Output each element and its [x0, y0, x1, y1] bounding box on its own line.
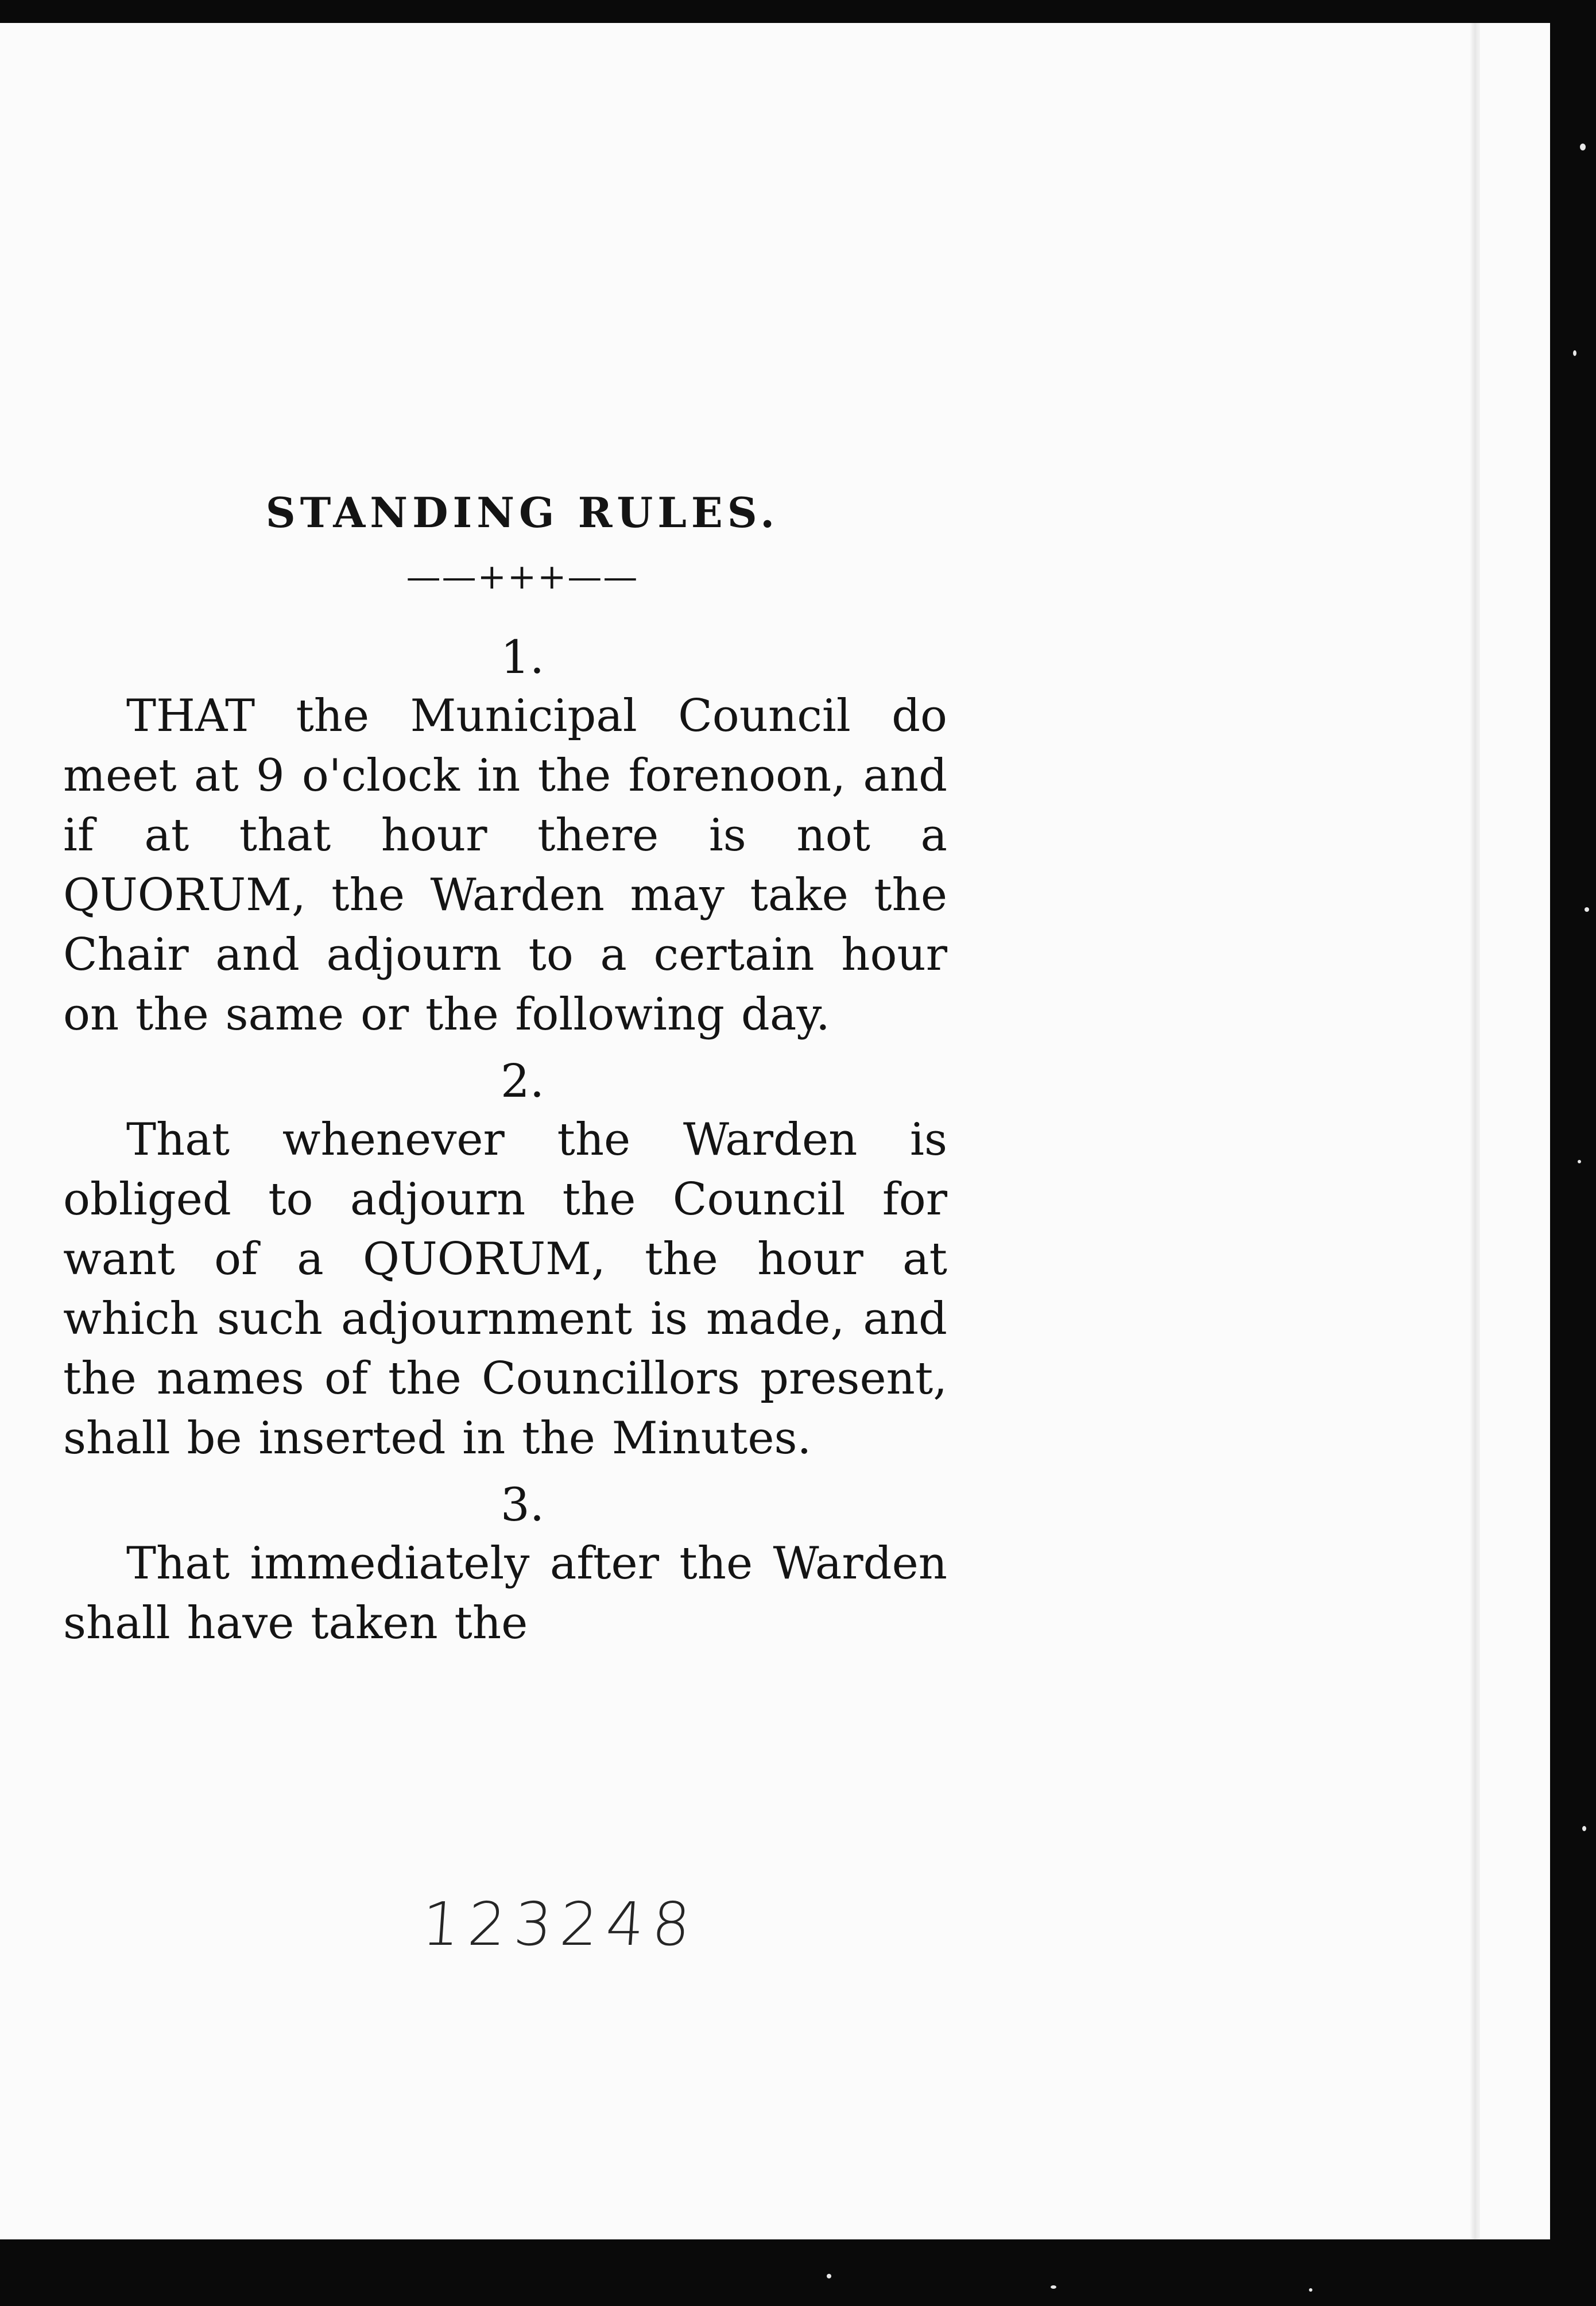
scan-border-top — [0, 0, 1596, 23]
film-speck — [1309, 2288, 1312, 2292]
rule-number: 1. — [500, 630, 545, 684]
film-speck — [1573, 350, 1576, 356]
paper-crease — [1470, 23, 1480, 2239]
ornamental-rule: ——+++—— — [406, 557, 639, 597]
rule-text: THAT the Municipal Council do meet at 9 o'clock in the forenoon, and if at that hour there is not a QUORUM, the Warden may take the Chair and adjourn to a certain hour on the same or the following day. — [63, 690, 947, 1040]
scan-border-bottom — [0, 2239, 1596, 2306]
rule-number: 2. — [500, 1054, 545, 1108]
film-speck — [1580, 144, 1586, 150]
scan-border-right — [1550, 0, 1596, 2306]
film-speck — [827, 2274, 831, 2278]
rule-number: 3. — [500, 1478, 545, 1531]
film-speck — [1051, 2285, 1056, 2289]
page-title: STANDING RULES. — [265, 488, 780, 537]
document-text — [63, 488, 947, 1661]
film-speck — [1585, 907, 1589, 912]
film-speck — [1582, 1826, 1586, 1831]
rule-text: That immediately after the Warden shall have taken the — [63, 1538, 947, 1649]
rule-text: That whenever the Warden is obliged to adjourn the Council for want of a QUORUM, the hour at which such adjournment is made, and the names of the Councillors present, shall be inserted in the Minutes. — [63, 1114, 947, 1464]
film-speck — [1578, 1160, 1581, 1163]
handwritten-number: 123248 — [419, 1889, 701, 1959]
